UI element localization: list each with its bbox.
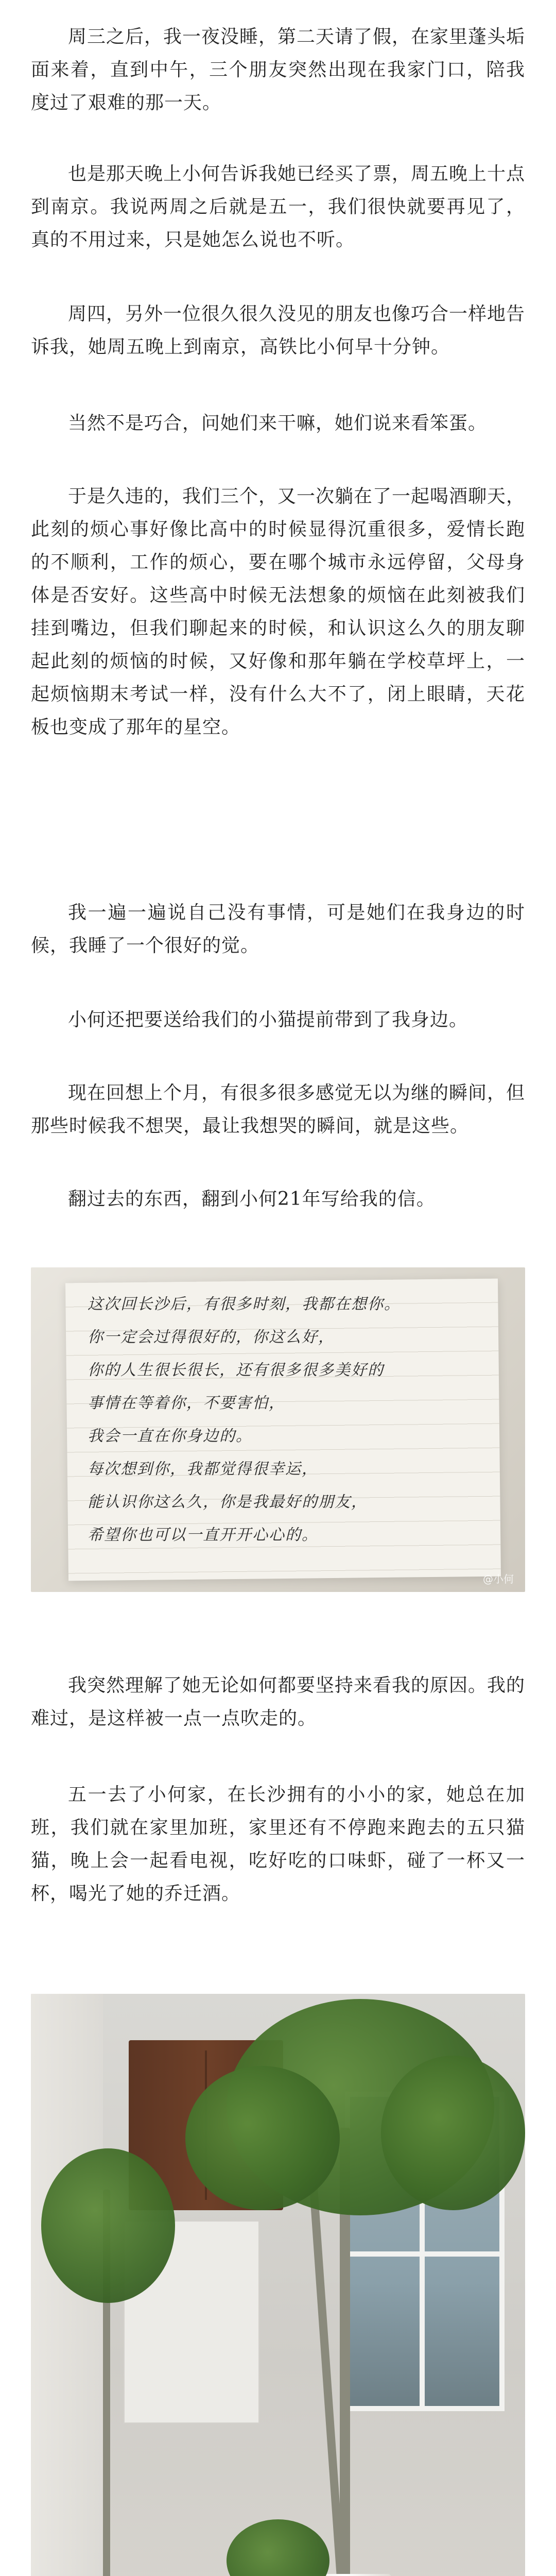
paragraph: 周四，另外一位很久很久没见的朋友也像巧合一样地告诉我，她周五晚上到南京，高铁比小何早十分钟。: [31, 303, 526, 358]
paragraph: 我突然理解了她无论如何都要坚持来看我的原因。我的难过，是这样被一点一点吹走的。: [31, 1675, 526, 1729]
paragraph: 当然不是巧合，问她们来干嘛，她们说来看笨蛋。: [68, 413, 488, 434]
letter-photo: [31, 1267, 525, 1592]
paragraph: 于是久违的，我们三个，又一次躺在了一起喝酒聊天，此刻的烦心事好像比高中的时候显得沉重很多，爱情长跑的不顺利，工作的烦心，要在哪个城市永远停留，父母身体是否安好。这些高中时候无法想象的烦恼在此刻被我们挂到嘴边，但我们聊起来的时候，和认识这么久的朋友聊起此刻的烦恼的时候，又好像和那年躺在学校草坪上，一起烦恼期末考试一样，没有什么大不了，闭上眼睛，天花板也变成了那年的星空。: [31, 486, 526, 738]
letter-line: 你一定会过得很好的，你这么好，: [88, 1328, 335, 1346]
room-photo: [31, 1994, 525, 2576]
letter-line: 这次回长沙后，有很多时刻，我都在想你。: [88, 1295, 401, 1313]
letter-line: 你的人生很长很长，还有很多很多美好的: [88, 1361, 384, 1379]
letter-line: 事情在等着你，不要害怕，: [88, 1394, 285, 1412]
paragraph: 我一遍一遍说自己没有事情，可是她们在我身边的时候，我睡了一个很好的觉。: [31, 902, 525, 956]
paragraph: 五一去了小何家，在长沙拥有的小小的家，她总在加班，我们就在家里加班，家里还有不停跑来跑去的五只猫猫，晚上会一起看电视，吃好吃的口味虾，碰了一杯又一杯，喝光了她的乔迁酒。: [31, 1784, 525, 1904]
paragraph: 现在回想上个月，有很多很多感觉无以为继的瞬间，但那些时候我不想哭，最让我想哭的瞬间，就是这些。: [31, 1082, 526, 1137]
letter-line: 我会一直在你身边的。: [88, 1427, 252, 1445]
tree-canopy: [185, 2066, 340, 2210]
letter-line: 能认识你这么久，你是我最好的朋友，: [88, 1493, 368, 1511]
letter-line: 每次想到你，我都觉得很幸运，: [88, 1460, 318, 1478]
paragraph: 也是那天晚上小何告诉我她已经买了票，周五晚上十点到南京。我说两周之后就是五一，我们很快就要再见了，真的不用过来，只是她怎么说也不听。: [31, 163, 526, 250]
letter-line: 希望你也可以一直开开心心的。: [88, 1526, 318, 1544]
plant-leaves: [41, 2148, 175, 2303]
paragraph: 小何还把要送给我们的小猫提前带到了我身边。: [68, 1009, 468, 1030]
tree-canopy: [381, 2056, 525, 2210]
small-plant: [227, 2519, 329, 2576]
photo-watermark: @小何: [483, 1573, 514, 1585]
paragraph: 周三之后，我一夜没睡，第二天请了假，在家里蓬头垢面来着，直到中午，三个朋友突然出现在我家门口，陪我度过了艰难的那一天。: [31, 26, 526, 113]
paragraph: 翻过去的东西，翻到小何21年写给我的信。: [68, 1189, 436, 1210]
